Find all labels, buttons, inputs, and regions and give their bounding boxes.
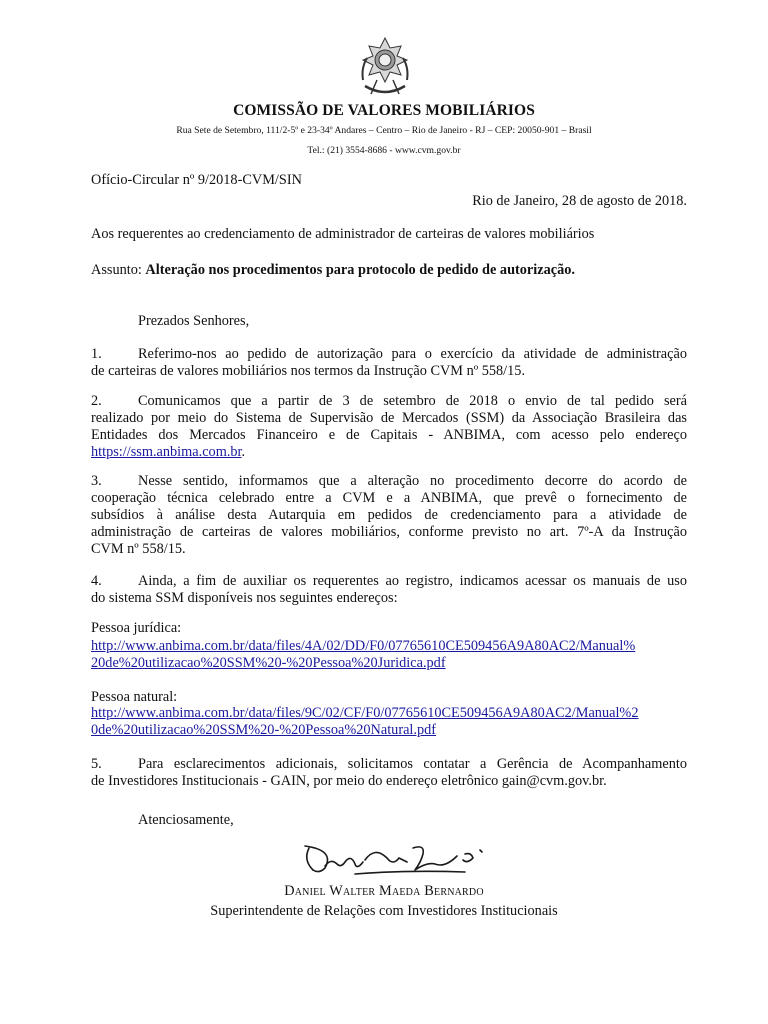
juridica-label: Pessoa jurídica: <box>91 620 182 636</box>
paragraph-number: 2. <box>91 393 102 409</box>
paragraph-3: 3. Nesse sentido, informamos que a alteração no procedimento decorre do acordo de cooperação técnica celebrado entre a CVM e a ANBIMA, que prevê o fornecimento de subsídios à análise desta Autarquia em pedidos de credenciamento para a atividade de administração de carteiras de valores mobiliários, conforme previsto no art. 7º-A da Instrução CVM nº 558/15. <box>91 473 687 557</box>
signer-title: Superintendente de Relações com Investidores Institucionais <box>210 903 558 919</box>
natural-manual-link-line2[interactable]: 0de%20utilizacao%20SSM%20-%20Pessoa%20Natural.pdf <box>91 722 437 738</box>
org-address: Rua Sete de Setembro, 111/2-5º e 23-34º Andares – Centro – Rio de Janeiro - RJ – CEP: 20050-901 – Brasil <box>176 125 592 136</box>
juridica-manual-link-line1[interactable]: http://www.anbima.com.br/data/files/4A/02/DD/F0/07765610CE509456A9A80AC2/Manual% <box>91 638 636 654</box>
closing: Atenciosamente, <box>138 812 234 828</box>
coat-of-arms-seal-icon <box>357 36 413 100</box>
org-contact: Tel.: (21) 3554-8686 - www.cvm.gov.br <box>307 145 461 156</box>
org-name: COMISSÃO DE VALORES MOBILIÁRIOS <box>233 102 535 119</box>
juridica-manual-link-line2[interactable]: 20de%20utilizacao%20SSM%20-%20Pessoa%20Juridica.pdf <box>91 655 446 671</box>
natural-label: Pessoa natural: <box>91 689 178 705</box>
paragraph-4: 4. Ainda, a fim de auxiliar os requerentes ao registro, indicamos acessar os manuais de uso do sistema SSM disponíveis nos seguintes endereços: <box>91 573 687 606</box>
letter-reference: Ofício-Circular nº 9/2018-CVM/SIN <box>91 172 302 188</box>
paragraph-number: 3. <box>91 473 102 489</box>
salutation: Prezados Senhores, <box>138 313 250 329</box>
place-date: Rio de Janeiro, 28 de agosto de 2018. <box>472 193 687 209</box>
paragraph-number: 1. <box>91 346 102 362</box>
subject-line <box>91 262 575 279</box>
paragraph-5: 5. Para esclarecimentos adicionais, solicitamos contatar a Gerência de Acompanhamento de Investidores Institucionais - GAIN, por meio do endereço eletrônico gain@cvm.gov.br. <box>91 756 687 789</box>
handwritten-signature-icon <box>295 840 495 880</box>
paragraph-number: 4. <box>91 573 102 589</box>
paragraph-2: 2. Comunicamos que a partir de 3 de setembro de 2018 o envio de tal pedido será realizado por meio do Sistema de Supervisão de Mercados (SSM) da Associação Brasileira das Entidades dos Mercados Financeiro e de Capitais - ANBIMA, com acesso pelo endereço https://ssm.anbima.com.br. <box>91 393 687 460</box>
subject-label: Assunto: <box>91 262 142 278</box>
recipient-line: Aos requerentes ao credenciamento de administrador de carteiras de valores mobiliários <box>91 226 595 242</box>
ssm-link[interactable]: https://ssm.anbima.com.br <box>91 444 242 460</box>
paragraph-number: 5. <box>91 756 102 772</box>
paragraph-1: 1. Referimo-nos ao pedido de autorização para o exercício da atividade de administração de carteiras de valores mobiliários nos termos da Instrução CVM nº 558/15. <box>91 346 687 379</box>
signer-name: Daniel Walter Maeda Bernardo <box>284 883 484 899</box>
natural-manual-link-line1[interactable]: http://www.anbima.com.br/data/files/9C/02/CF/F0/07765610CE509456A9A80AC2/Manual%2 <box>91 705 639 721</box>
subject-text: Alteração nos procedimentos para protocolo de pedido de autorização. <box>145 262 575 278</box>
